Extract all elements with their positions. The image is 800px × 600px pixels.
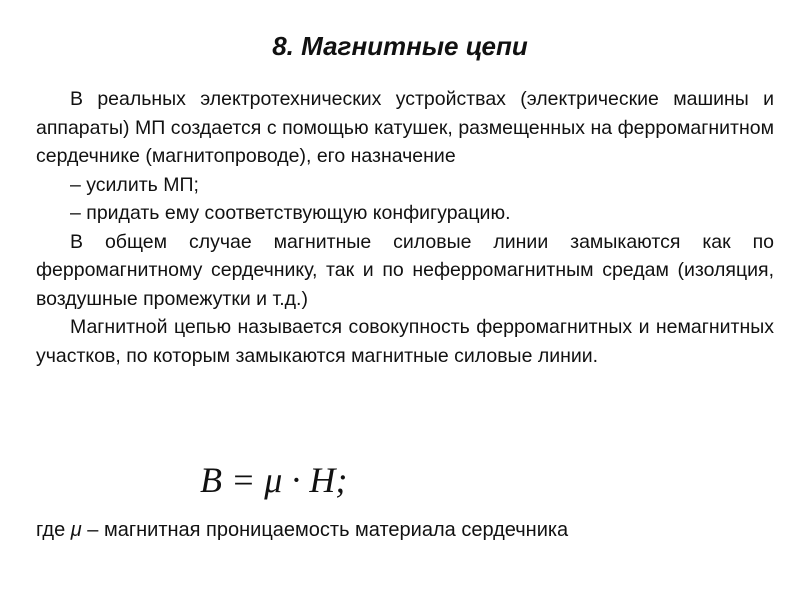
formula: B = μ · H; xyxy=(200,460,348,500)
footnote-prefix: где xyxy=(36,519,71,541)
slide-title: 8. Магнитные цепи xyxy=(272,31,528,61)
paragraph-field-lines: В общем случае магнитные силовые линии замыкаются как по ферромагнитному сердечнику, так и по неферромагнитным средам (изоляция, воздушные промежутки и т.д.) xyxy=(36,230,774,310)
paragraph-purpose-2: – придать ему соответствующую конфигурацию. xyxy=(70,202,511,224)
paragraph-intro: В реальных электротехнических устройствах (электрические машины и аппараты) МП создается с помощью катушек, размещенных на ферромагнитном сердечнике (магнитопроводе), его назначение xyxy=(36,88,774,167)
footnote-symbol: μ xyxy=(70,519,82,541)
body-text xyxy=(36,85,774,370)
paragraph-definition: Магнитной цепью называется совокупность ферромагнитных и немагнитных участков, по которым замыкаются магнитные силовые линии. xyxy=(36,316,774,367)
footnote xyxy=(36,516,776,544)
paragraph-purpose-1: – усилить МП; xyxy=(70,173,199,196)
footnote-text: – магнитная проницаемость материала сердечника xyxy=(81,519,569,541)
